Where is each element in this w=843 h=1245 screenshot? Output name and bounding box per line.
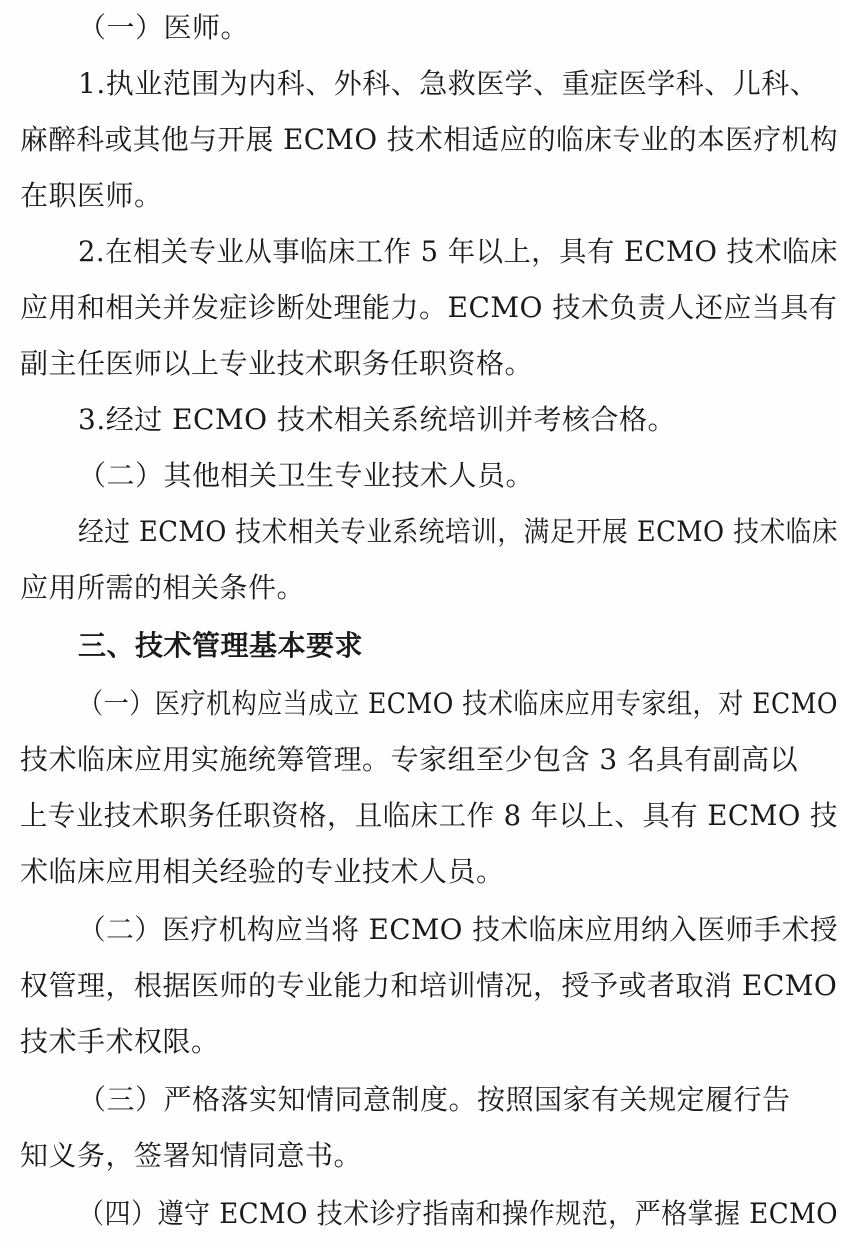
paragraph-line xyxy=(78,676,838,732)
paragraph-line xyxy=(20,280,838,336)
line-text: （二）其他相关卫生专业技术人员。 xyxy=(78,459,535,492)
paragraph-line xyxy=(20,1014,838,1070)
line-text: （一）医师。 xyxy=(78,11,250,44)
paragraph-line xyxy=(20,958,838,1014)
line-text: 经过 ECMO 技术相关专业系统培训，满足开展 ECMO 技术临床 xyxy=(78,515,838,548)
line-text: 技术临床应用实施统筹管理。专家组至少包含 3 名具有副高以 xyxy=(20,743,799,776)
section-heading-management xyxy=(78,618,838,674)
paragraph-line xyxy=(78,392,838,448)
line-text: （一）医疗机构应当成立 ECMO 技术临床应用专家组，对 ECMO xyxy=(78,687,838,720)
paragraph-line xyxy=(78,1186,838,1242)
paragraph-line xyxy=(78,902,838,958)
line-text: 在职医师。 xyxy=(20,179,163,212)
paragraph-line xyxy=(78,56,838,112)
line-text: 麻醉科或其他与开展 ECMO 技术相适应的临床专业的本医疗机构 xyxy=(20,123,838,156)
paragraph-line xyxy=(20,732,838,788)
paragraph-line xyxy=(20,336,838,392)
line-text: 三、技术管理基本要求 xyxy=(78,629,364,662)
paragraph-line xyxy=(20,844,838,900)
line-text: 上专业技术职务任职资格，且临床工作 8 年以上、具有 ECMO 技 xyxy=(20,799,838,832)
line-text: 1.执业范围为内科、外科、急救医学、重症医学科、儿科、 xyxy=(78,67,819,100)
line-text: 3.经过 ECMO 技术相关系统培训并考核合格。 xyxy=(78,403,677,436)
line-text: 术临床应用相关经验的专业技术人员。 xyxy=(20,855,505,888)
line-text: （二）医疗机构应当将 ECMO 技术临床应用纳入医师手术授 xyxy=(78,913,838,946)
paragraph-line xyxy=(78,1072,838,1128)
subsection-heading-other-staff xyxy=(78,448,838,504)
paragraph-line xyxy=(20,1128,838,1184)
line-text: 应用所需的相关条件。 xyxy=(20,571,306,604)
paragraph-line xyxy=(20,560,838,616)
line-text: 副主任医师以上专业技术职务任职资格。 xyxy=(20,347,534,380)
line-text: 2.在相关专业从事临床工作 5 年以上，具有 ECMO 技术临床 xyxy=(78,235,838,268)
line-text: 应用和相关并发症诊断处理能力。ECMO 技术负责人还应当具有 xyxy=(20,291,838,324)
line-text: 技术手术权限。 xyxy=(20,1025,220,1058)
line-text: （四）遵守 ECMO 技术诊疗指南和操作规范，严格掌握 ECMO xyxy=(78,1197,838,1230)
paragraph-line xyxy=(20,112,838,168)
paragraph-line xyxy=(20,788,838,844)
subsection-heading-physician xyxy=(78,0,838,56)
line-text: （三）严格落实知情同意制度。按照国家有关规定履行告 xyxy=(78,1083,791,1116)
line-text: 权管理，根据医师的专业能力和培训情况，授予或者取消 ECMO xyxy=(20,969,838,1002)
line-text: 知义务，签署知情同意书。 xyxy=(20,1139,363,1172)
paragraph-line xyxy=(78,224,838,280)
paragraph-line xyxy=(20,168,838,224)
paragraph-line xyxy=(78,504,838,560)
